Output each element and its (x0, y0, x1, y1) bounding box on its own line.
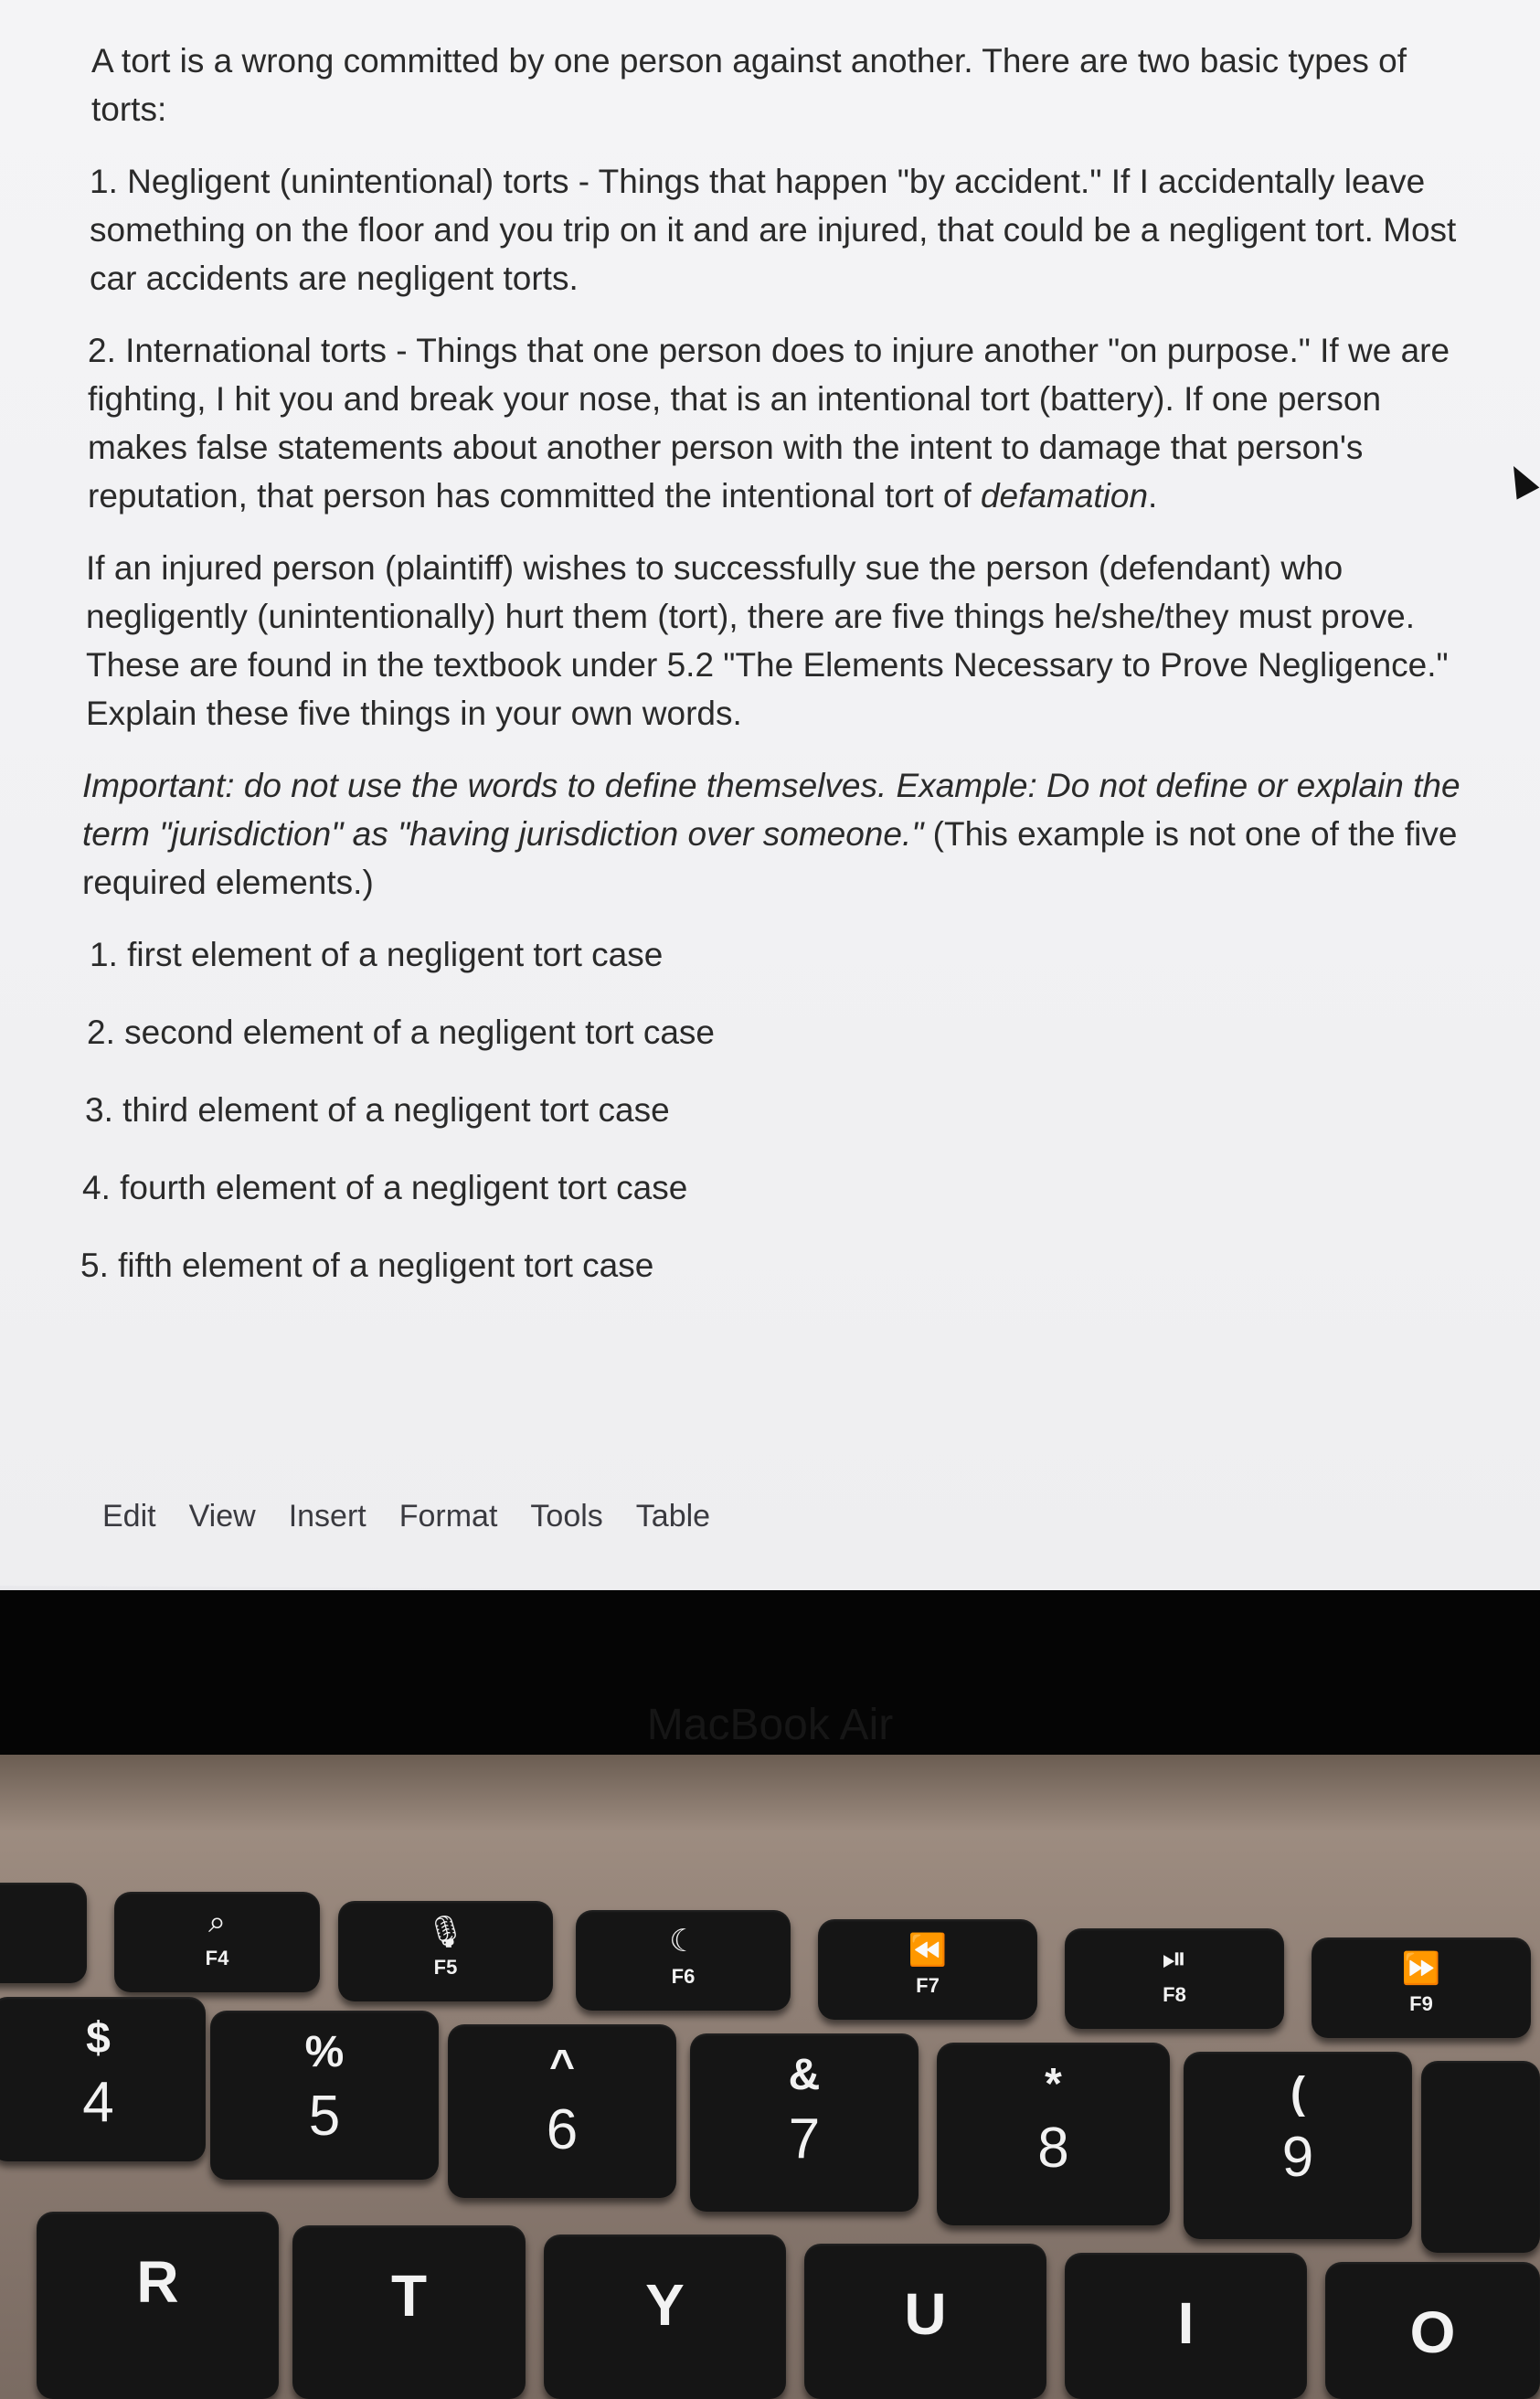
assignment-document (80, 37, 1481, 1319)
menu-insert[interactable]: Insert (288, 1499, 366, 1534)
fast-forward-icon: ⏩ (1401, 1951, 1441, 1986)
key-y[interactable] (544, 2234, 786, 2399)
key-8[interactable] (937, 2043, 1170, 2225)
intentional-torts-end: . (1148, 477, 1158, 515)
key-letter: R (136, 2249, 179, 2315)
key-f6[interactable] (576, 1910, 791, 2011)
element-item-4: 4. fourth element of a negligent tort case (82, 1169, 688, 1206)
element-item-1: 1. first element of a negligent tort case (90, 936, 664, 973)
play-pause-icon: ⏯ (1162, 1941, 1187, 1976)
intentional-torts-paragraph (88, 326, 1481, 520)
bezel-label: MacBook Air (646, 1701, 894, 1749)
element-item-5: 5. fifth element of a negligent tort case (80, 1247, 654, 1284)
key-letter: T (390, 2263, 428, 2329)
key-4[interactable] (0, 1997, 206, 2161)
menu-format[interactable]: Format (398, 1499, 498, 1534)
menu-table[interactable]: Table (635, 1499, 711, 1534)
key-number: 9 (1281, 2126, 1314, 2189)
important-note (82, 761, 1481, 907)
key-symbol: $ (86, 2014, 111, 2063)
key-number: 4 (82, 2071, 114, 2134)
editor-menubar (102, 1499, 710, 1534)
key-6[interactable] (448, 2024, 676, 2198)
key-symbol: % (304, 2028, 345, 2076)
key-f3[interactable] (0, 1883, 87, 1983)
key-i[interactable] (1065, 2253, 1307, 2399)
moon-icon: ☾ (669, 1924, 697, 1958)
key-label: F9 (1409, 1992, 1433, 2015)
key-9[interactable] (1184, 2052, 1412, 2239)
key-0[interactable] (1421, 2061, 1540, 2253)
menu-tools[interactable]: Tools (530, 1499, 603, 1534)
intentional-torts-text: 2. International torts - Things that one person does to injure another "on purpose." If we are fighting, I hit you and break your nose, that is an intentional tort (battery). If one person makes false statements about another person with the intent to damage that person's reputation, that person has committed the intentional tort of (88, 332, 1450, 515)
key-label: F4 (205, 1947, 229, 1969)
element-item-2: 2. second element of a negligent tort case (87, 1014, 715, 1051)
key-label: F8 (1163, 1983, 1186, 2006)
key-letter: Y (645, 2272, 685, 2338)
key-o[interactable] (1325, 2262, 1540, 2399)
key-t[interactable] (292, 2225, 526, 2399)
instructions-paragraph: If an injured person (plaintiff) wishes to successfully sue the person (defendant) who negligently (unintentionally) hurt them (tort), there are five things he/she/they must prove. These are found in the textbook under 5.2 "The Elements Necessary to Prove Negligence." Explain these five things in your own words. (86, 549, 1449, 732)
defamation-term: defamation (980, 477, 1149, 515)
important-note-tail: (This example is not one of the five required elements.) (82, 815, 1458, 901)
key-5[interactable] (210, 2011, 439, 2180)
elements-list (80, 930, 1481, 1290)
key-f4[interactable] (114, 1892, 320, 1992)
mouse-pointer-icon (1503, 460, 1540, 499)
key-7[interactable] (690, 2033, 919, 2212)
key-f7[interactable] (818, 1919, 1037, 2020)
key-symbol: ( (1290, 2069, 1305, 2118)
key-number: 5 (308, 2085, 341, 2148)
menu-edit[interactable]: Edit (102, 1499, 156, 1534)
search-icon: ⌕ (207, 1905, 227, 1939)
element-item-3: 3. third element of a negligent tort case (85, 1091, 670, 1129)
key-label: F5 (433, 1956, 458, 1979)
key-number: 8 (1037, 2117, 1069, 2180)
rewind-icon: ⏪ (908, 1933, 948, 1968)
key-label: F6 (671, 1965, 696, 1988)
key-symbol: ^ (548, 2042, 576, 2090)
negligent-torts-paragraph: 1. Negligent (unintentional) torts - Things that happen "by accident." If I accidentally leave something on the floor and you trip on it and are injured, that could be a negligent tort. Most car accidents are negligent torts. (90, 163, 1457, 297)
key-f5[interactable] (338, 1901, 553, 2001)
key-symbol: * (1045, 2060, 1062, 2108)
key-f9[interactable] (1312, 1937, 1531, 2038)
key-letter: O (1409, 2299, 1456, 2365)
microphone-icon: 🎙 (425, 1915, 466, 1949)
key-letter: I (1177, 2290, 1195, 2356)
key-label: F7 (916, 1974, 940, 1997)
key-symbol: & (788, 2051, 821, 2099)
key-f8[interactable] (1065, 1928, 1284, 2029)
key-r[interactable] (37, 2212, 279, 2399)
key-number: 6 (546, 2098, 579, 2161)
menu-view[interactable]: View (188, 1499, 256, 1534)
key-u[interactable] (804, 2244, 1046, 2399)
key-letter: U (904, 2281, 947, 2347)
key-number: 7 (788, 2107, 821, 2171)
intro-paragraph: A tort is a wrong committed by one person against another. There are two basic types of torts: (91, 42, 1407, 128)
important-note-italic: Important: do not use the words to define themselves. Example: Do not define or explain the term "jurisdiction" as "having jurisdiction over someone." (82, 767, 1460, 853)
